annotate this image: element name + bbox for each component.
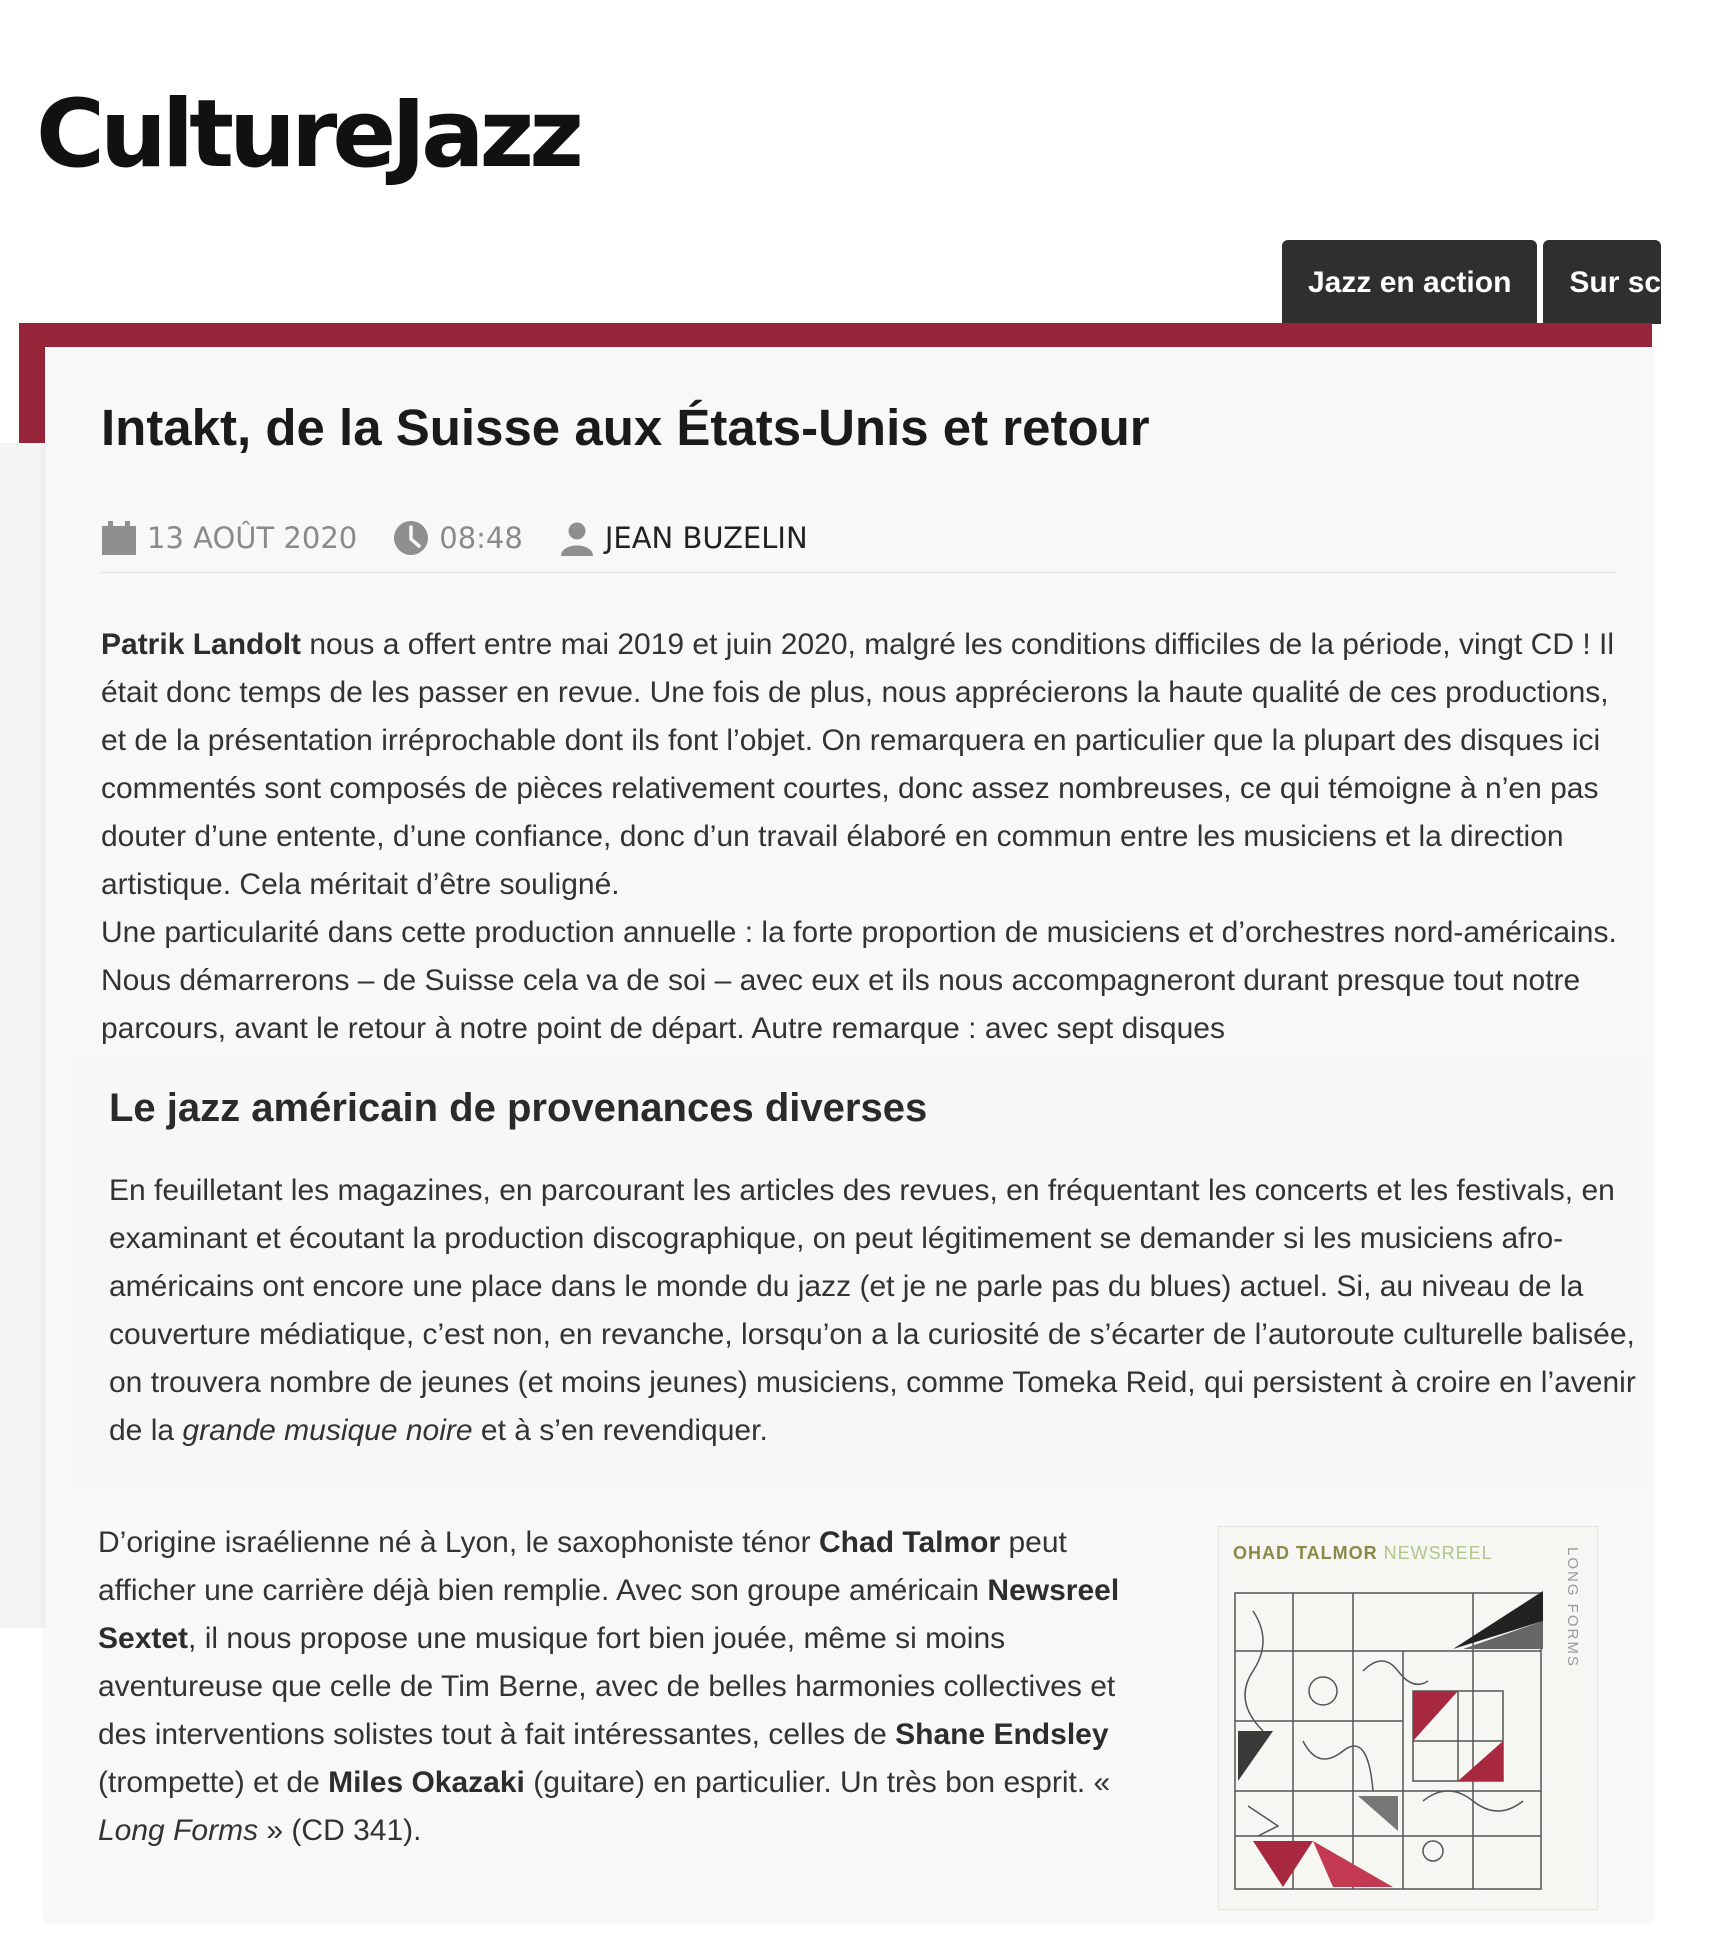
review-name-newsreel-sextet: Newsreel Sextet xyxy=(98,1574,1120,1655)
accent-bar xyxy=(19,323,1652,347)
section-text-em: grande musique noire xyxy=(182,1414,473,1447)
section-american-jazz xyxy=(70,1060,1652,1484)
cover-artist xyxy=(1233,1543,1493,1564)
review-text-5: (guitare) en particulier. Un très bon esprit. « xyxy=(524,1766,1111,1799)
section-text-b: et à s’en revendiquer. xyxy=(472,1414,768,1447)
intro-text-1: nous a offert entre mai 2019 et juin 2020, malgré les conditions difficiles de la période, vingt CD ! Il était donc temps de les passer en revue. Une fois de plus, nous apprécierons la haute qualité de ces productions, et de la présentation irréprochable dont ils font l’objet. On remarquera en particulier que la plupart des disques ici commentés sont composés de pièces relativement courtes, donc assez nombreuses, ce qui témoigne à n’en pas douter d’une entente, d’une confiance, donc d’un travail élaboré en commun entre les musiciens et la direction artistique. Cela méritait d’être souligné. xyxy=(101,628,1614,901)
meta-time xyxy=(393,520,523,556)
article-title: Intakt, de la Suisse aux États-Unis et retour xyxy=(101,399,1150,456)
section-heading: Le jazz américain de provenances diverses xyxy=(109,1086,928,1130)
review-paragraph xyxy=(98,1519,1158,1855)
intro-paragraph-1 xyxy=(101,621,1621,909)
meta-author[interactable] xyxy=(559,520,808,556)
main-nav xyxy=(1282,240,1713,324)
nav-tab-jazz-en-action[interactable]: Jazz en action xyxy=(1282,240,1537,324)
review-text-2: peut afficher une carrière déjà bien remplie. Avec son groupe américain xyxy=(98,1526,1067,1607)
review-name-chad-talmor: Chad Talmor xyxy=(819,1526,1001,1559)
section-text-a: En feuilletant les magazines, en parcourant les articles des revues, en fréquentant les concerts et les festivals, en examinant et écoutant la production discographique, on peut légitimement se demander si les musiciens afro-américains ont encore une place dans le monde du jazz (et je ne parle pas du blues) actuel. Si, au niveau de la couverture médiatique, c’est non, en revanche, lorsqu’on a la curiosité de s’écarter de l’autoroute culturelle balisée, on trouvera nombre de jeunes (et moins jeunes) musiciens, comme Tomeka Reid, qui persistent à croire en l’avenir de la xyxy=(109,1174,1636,1447)
section-paragraph xyxy=(109,1167,1649,1455)
intro-paragraph-2: Une particularité dans cette production annuelle : la forte proportion de musiciens et d’orchestres nord-américains. Nous démarrerons – de Suisse cela va de soi – avec eux et ils nous accompagneront durant presque tout notre parcours, avant le retour à notre point de départ. Autre remarque : avec sept disques xyxy=(101,916,1617,1045)
article-intro xyxy=(101,621,1621,1043)
cover-side-title xyxy=(1563,1547,1583,1697)
meta-author-name[interactable]: JEAN BUZELIN xyxy=(604,521,808,555)
review-text-3: , il nous propose une musique fort bien jouée, même si moins aventureuse que celle de Tim Berne, avec de belles harmonies collectives et des interventions solistes tout à fait intéressantes, celles de xyxy=(98,1622,1116,1751)
meta-date-text: 13 AOÛT 2020 xyxy=(147,521,358,555)
clock-icon xyxy=(393,520,429,556)
cover-group-name: NEWSREEL xyxy=(1383,1543,1493,1563)
user-icon xyxy=(559,520,595,556)
album-cover-art-icon xyxy=(1233,1591,1543,1891)
meta-divider xyxy=(101,572,1616,573)
review-text-6: » (CD 341). xyxy=(258,1814,422,1847)
review-text-1: D’origine israélienne né à Lyon, le saxophoniste ténor xyxy=(98,1526,820,1559)
accent-bar-left xyxy=(19,323,45,443)
intro-lead-name: Patrik Landolt xyxy=(101,628,302,661)
cover-artist-name: OHAD TALMOR xyxy=(1233,1543,1378,1563)
nav-tab-sur-scene[interactable]: Sur scène xyxy=(1543,240,1661,324)
review-text-4: (trompette) et de xyxy=(98,1766,329,1799)
meta-time-text: 08:48 xyxy=(439,521,523,555)
review-name-shane-endsley: Shane Endsley xyxy=(895,1718,1109,1751)
album-cover[interactable] xyxy=(1218,1526,1598,1910)
site-logo[interactable]: CultureJazz xyxy=(36,80,579,189)
cover-side-title-text: LONG FORMS xyxy=(1564,1547,1581,1668)
calendar-icon xyxy=(101,520,137,556)
meta-date xyxy=(101,520,357,556)
article-meta xyxy=(101,516,844,560)
review-name-miles-okazaki: Miles Okazaki xyxy=(328,1766,525,1799)
review-album-title: Long Forms xyxy=(98,1814,259,1847)
